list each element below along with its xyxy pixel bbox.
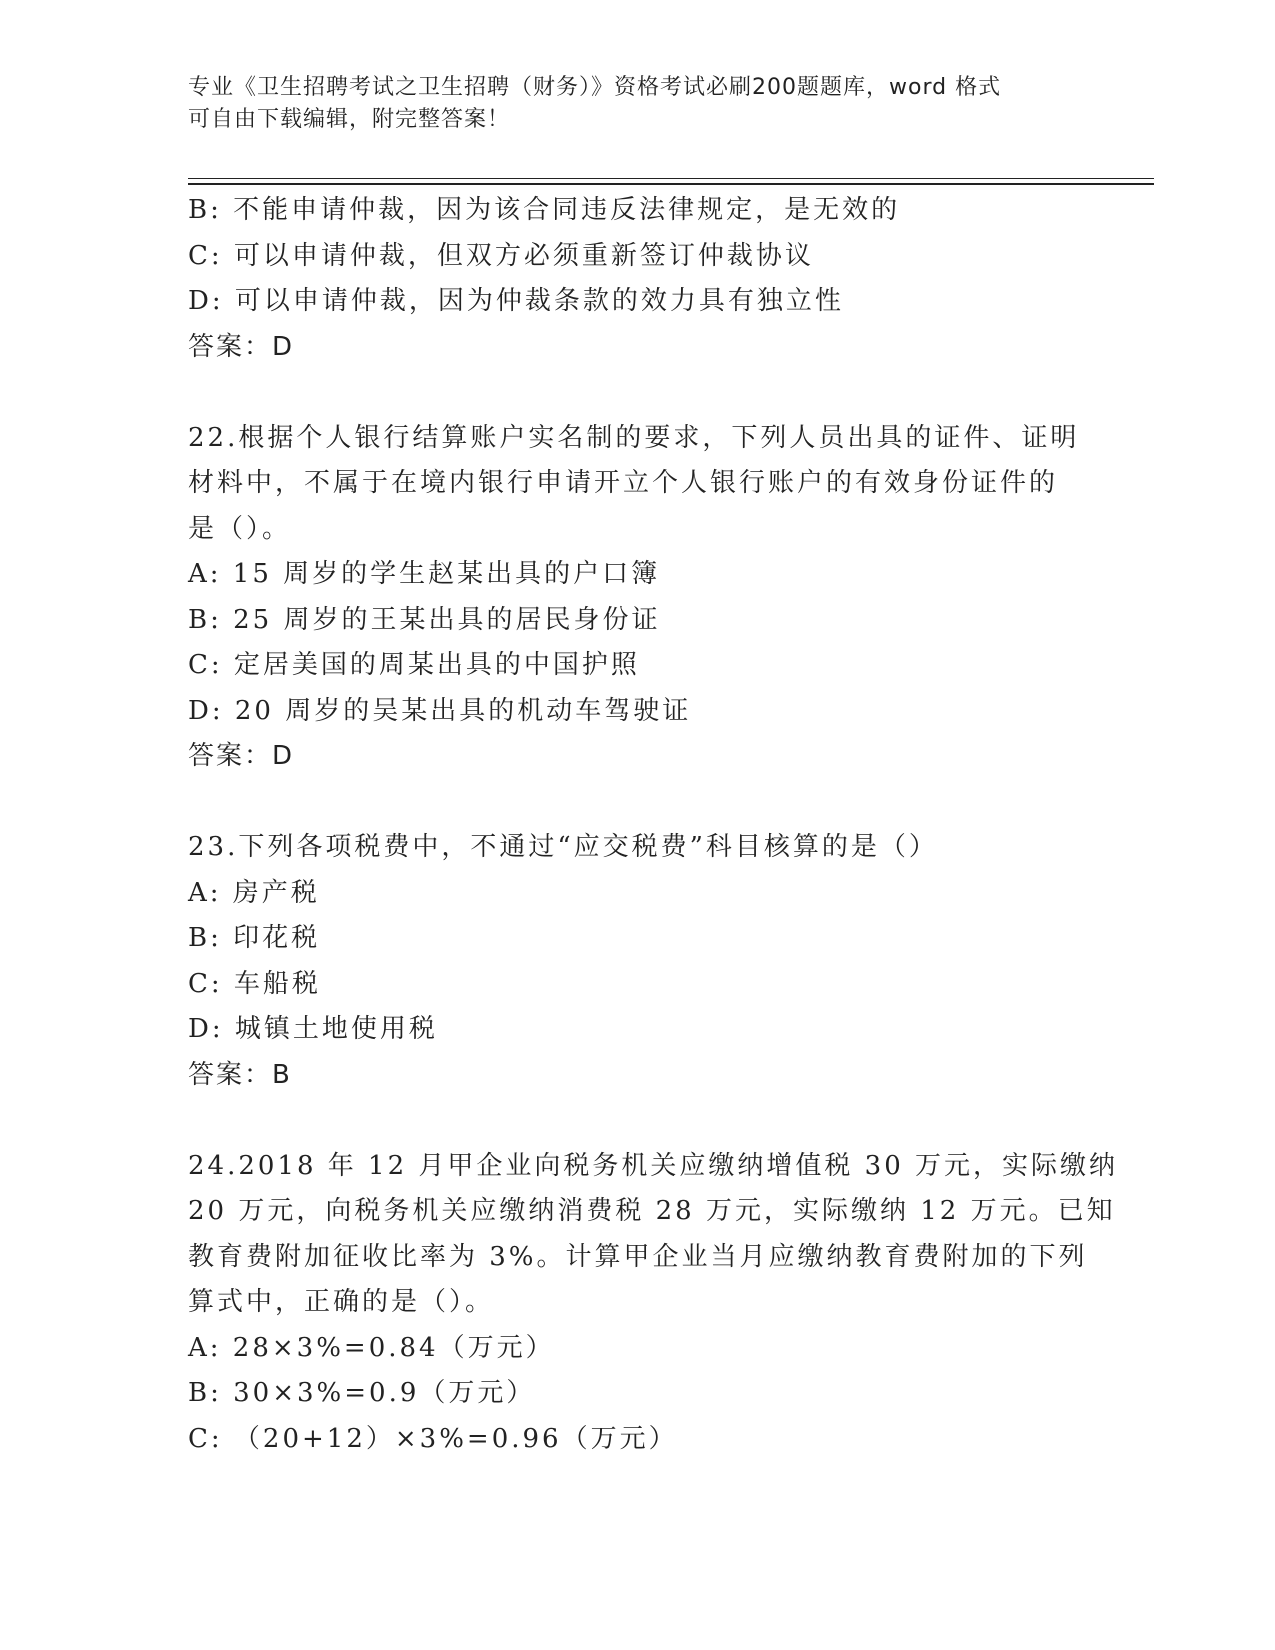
question-22 (188, 416, 1088, 780)
answer-label: 答案：B (188, 1059, 292, 1090)
option-a: A: 28×3%=0.84（万元） (188, 1332, 555, 1363)
question-stem: 22.根据个人银行结算账户实名制的要求，下列人员出具的证件、证明 (188, 422, 1080, 453)
question-stem: 23.下列各项税费中，不通过“应交税费”科目核算的是（） (188, 832, 938, 862)
question-24 (188, 1144, 1119, 1463)
question-stem: 是（）。 (188, 513, 292, 544)
question-stem: 20 万元，向税务机关应缴纳消费税 28 万元，实际缴纳 12 万元。已知 (188, 1196, 1116, 1226)
option-b: B: 30×3%=0.9（万元） (188, 1378, 536, 1408)
question-stem: 算式中，正确的是（）。 (188, 1287, 495, 1317)
question-21-continued (188, 188, 1088, 370)
option-d: D: 20 周岁的吴某出具的机动车驾驶证 (188, 695, 692, 726)
option-c: C: 车船税 (188, 968, 321, 999)
question-stem: 24.2018 年 12 月甲企业向税务机关应缴纳增值税 30 万元，实际缴纳 (188, 1150, 1119, 1181)
option-b: B: 印花税 (188, 923, 321, 953)
option-d: D: 可以申请仲裁，因为仲裁条款的效力具有独立性 (188, 286, 844, 316)
option-c: C: 可以申请仲裁，但双方必须重新签订仲裁协议 (188, 240, 814, 271)
question-stem: 材料中，不属于在境内银行申请开立个人银行账户的有效身份证件的 (188, 468, 1059, 498)
header-divider-thick (188, 183, 1154, 185)
question-23 (188, 825, 1088, 1098)
option-d: D: 城镇土地使用税 (188, 1014, 438, 1044)
option-b: B: 不能申请仲裁，因为该合同违反法律规定，是无效的 (188, 195, 901, 225)
document-body (188, 188, 1119, 1462)
option-b: B: 25 周岁的王某出具的居民身份证 (188, 604, 661, 635)
option-a: A: 15 周岁的学生赵某出具的户口簿 (188, 559, 661, 589)
header-title-line-2: 可自由下载编辑，附完整答案！ (188, 107, 511, 132)
option-c: C: 定居美国的周某出具的中国护照 (188, 650, 640, 680)
answer-label: 答案：D (188, 741, 295, 771)
option-a: A: 房产税 (188, 877, 320, 908)
question-stem: 教育费附加征收比率为 3%。计算甲企业当月应缴纳教育费附加的下列 (188, 1241, 1088, 1272)
option-c: C: （20+12）×3%=0.96（万元） (188, 1423, 678, 1454)
header-divider-thin (188, 178, 1154, 179)
document-header (188, 72, 1088, 136)
header-title-line-1: 专业《卫生招聘考试之卫生招聘（财务）》资格考试必刷200题题库，word 格式 (188, 75, 1002, 100)
answer-label: 答案：D (188, 331, 295, 362)
